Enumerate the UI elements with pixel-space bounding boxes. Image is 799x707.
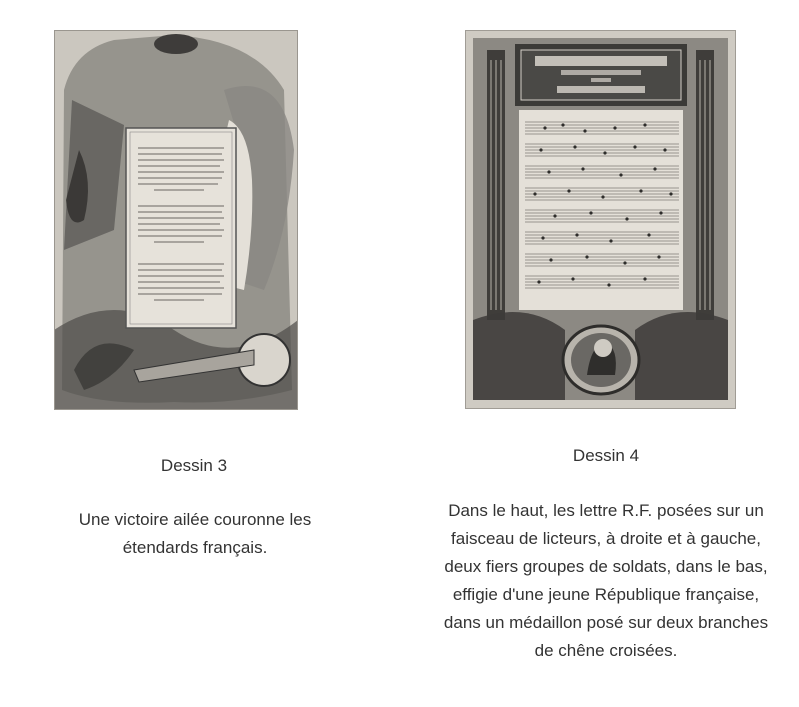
- dessin-4-description: Dans le haut, les lettre R.F. posées sur un faisceau de licteurs, à droite et à gauche, deux fiers groupes de soldats, dans le bas, effigie d'une jeune République française, dans un médaillon posé sur deux branches de chêne croisées.: [443, 501, 769, 660]
- dessin-3-description: Une victoire ailée couronne les étendards français.: [78, 510, 312, 557]
- dessin-3-image: [54, 30, 298, 410]
- dessin-4-title: Dessin 4: [572, 446, 640, 465]
- dessin-4-image: [465, 30, 736, 409]
- dessin-3-title: Dessin 3: [160, 456, 228, 475]
